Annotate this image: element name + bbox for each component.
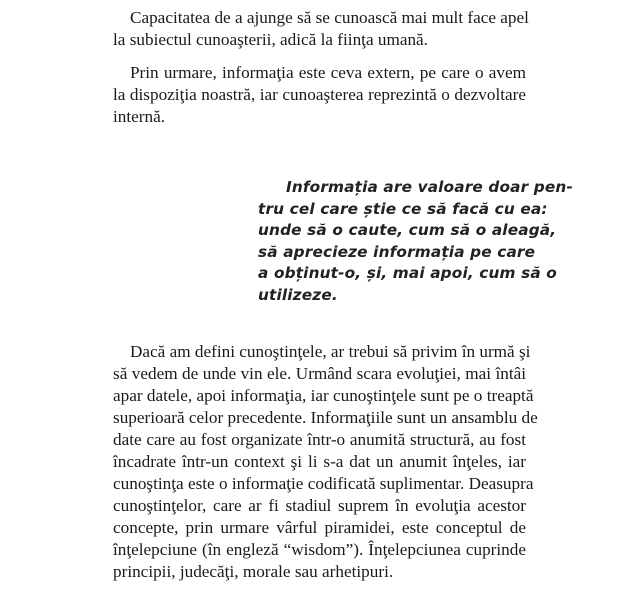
text-line: Capacitatea de a ajunge să se cunoască mai mult face apel bbox=[130, 8, 529, 27]
quote-line: utilizeze. bbox=[258, 285, 338, 304]
text-line: apar datele, apoi informaţia, iar cunoştinţele sunt pe o treaptă bbox=[113, 386, 534, 405]
text-line: principii, judecăţi, morale sau arhetipuri. bbox=[113, 562, 394, 581]
text-line: cunoştinţelor, care ar fi stadiul suprem în evoluţia acestor bbox=[113, 496, 526, 515]
text-line: Dacă am defini cunoştinţele, ar trebui să privim în urmă şi bbox=[130, 342, 531, 361]
text-line: date care au fost organizate într-o anumită structură, au fost bbox=[113, 430, 526, 449]
text-line: superioară celor precedente. Informaţiile sunt un ansamblu de bbox=[113, 408, 538, 427]
quote-line: Informația are valoare doar pen- bbox=[286, 178, 573, 196]
text-line: să vedem de unde vin ele. Urmând scara evoluţiei, mai întâi bbox=[113, 364, 526, 383]
text-line: internă. bbox=[113, 107, 166, 126]
text-line: la dispoziţia noastră, iar cunoaşterea reprezintă o dezvoltare bbox=[113, 85, 526, 104]
pull-quote bbox=[258, 177, 573, 307]
paragraph-1 bbox=[113, 7, 529, 51]
paragraph-3 bbox=[113, 341, 538, 583]
quote-line: a obținut-o, și, mai apoi, cum să o bbox=[258, 264, 557, 283]
quote-line: să aprecieze informația pe care bbox=[258, 242, 536, 261]
quote-line: unde să o caute, cum să o aleagă, bbox=[258, 221, 557, 240]
text-line: cunoştinţa este o informaţie codificată suplimentar. Deasupra bbox=[113, 474, 534, 493]
text-line: Prin urmare, informaţia este ceva extern, pe care o avem bbox=[130, 63, 526, 82]
paragraph-2 bbox=[113, 62, 526, 128]
text-line: concepte, prin urmare vârful piramidei, este conceptul de bbox=[113, 518, 526, 537]
quote-line: tru cel care știe ce să facă cu ea: bbox=[258, 199, 548, 218]
text-line: la subiectul cunoaşterii, adică la fiinţa umană. bbox=[113, 30, 428, 49]
text-line: înţelepciune (în engleză “wisdom”). Înţelepciunea cuprinde bbox=[113, 540, 526, 559]
text-line: încadrate într-un context şi li s-a dat un anumit înţeles, iar bbox=[113, 452, 526, 471]
